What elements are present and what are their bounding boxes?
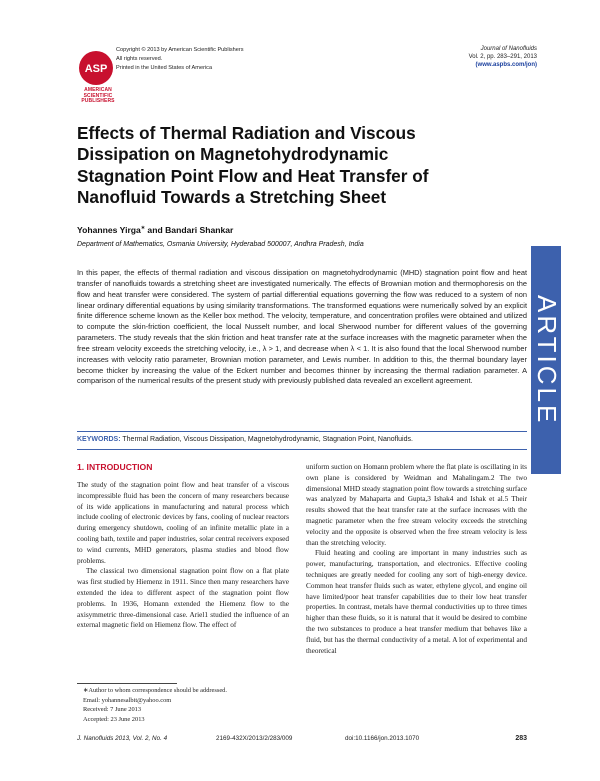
author-name: Yohannes Yirga: [77, 225, 141, 235]
footnote-line: Accepted: 23 June 2013: [83, 715, 145, 723]
keywords-label: KEYWORDS:: [77, 436, 121, 443]
footer-doi: doi:10.1166/jon.2013.1070: [345, 735, 420, 742]
copyright-block: [116, 46, 244, 73]
keywords-rule-bottom: [77, 449, 527, 450]
body-paragraph: Fluid heating and cooling are important in many industries such as power, manufacturing, transportation, and electronics. Effective cooling techniques are greatly needed for cooling any sort of high-energy device. Common heat transfer fluids such as water, ethylene glycol, and engine oil have limited/poor heat transfer capabilities due to their low heat transfer properties. In contrast, metals have thermal conductivities up to three times higher than these fluids, so it is natural that it would be desired to combine the two substances to produce a heat transfer medium that behaves like a fluid, but has the thermal conductivity of a metal. A lot of experimental and theoretical: [306, 549, 527, 655]
journal-volume: Vol. 2, pp. 283–291, 2013: [468, 54, 537, 60]
logo-word: SCIENTIFIC: [83, 92, 113, 99]
footer-citation: J. Nanofluids 2013, Vol. 2, No. 4: [77, 735, 168, 742]
body-paragraph: uniform suction on Homann problem where the flat plate is oscillating in its own plane is considered by Weidman and Mahalingam.2 The two dimensional MHD steady stagnation point flow towards a stretching surface was analyzed by Mahaparta and Gupta,3 Ishak4 and Ishak et al.5 Their results showed that the heat transfer rate at the surface increases with the magnetic parameter when the free stream velocity exceeds the stretching velocity and the opposite is observed when the free stream velocity is less than the stretching velocity.: [306, 463, 527, 547]
footnote: [77, 686, 289, 724]
authors: [77, 225, 233, 235]
footnote-line: Received: 7 June 2013: [83, 706, 142, 713]
copyright-line: All rights reserved.: [116, 56, 163, 62]
body-column-left: [77, 480, 289, 631]
abstract: In this paper, the effects of thermal radiation and viscous dissipation on magnetohydrodynamic (MHD) stagnation point flow and heat transfer of nanofluids towards a stretching sheet are investigated numerically. The effects of Brownian motion and thermophoresis on the flow and heat transfer were considered. The system of partial differential equations governing the flow was reduced to a system of non linear ordinary differential equations by using similarity transformations. The transformed equations were numerically solved by an explicit finite difference scheme known as the Keller box method. The velocity, temperature, and concentration profiles were obtained and utilized to compute the skin-friction coefficient, the local Nusselt number, and local Sherwood number for different values of the governing parameters. The study reveals that the skin friction and heat transfer rate at the surface increases with the magnetic parameter when the free stream velocity exceeds the stretching velocity, i.e., λ > 1, and decrease when λ < 1. It is also found that the local Sherwood number increases with velocity ratio parameter, Brownian motion parameter, and Lewis number. In addition to this, the thermal boundary layer become thicker by increasing the value of the Eckert number and becomes thinner by increasing the thermal radiation parameter. A comparison of the numerical results of the present study with previously published data revealed an excellent agreement.: [77, 268, 527, 386]
journal-url-link[interactable]: (www.aspbs.com/jon): [475, 62, 537, 68]
body-paragraph: The study of the stagnation point flow and heat transfer of a viscous incompressible fluid has been the concern of many researchers because of its wide applications in manufacturing and natural process which include cooling of electronic devices by fans, cooling of nuclear reactors during emergency shutdown, cooling of an infinite metallic plate in a cooling bath, textile and paper industries, solar central receivers exposed to wind currents, MHD generators, plasma studies and blood flow problems.: [77, 481, 289, 565]
keywords-text: Thermal Radiation, Viscous Dissipation, Magnetohydrodynamic, Stagnation Point, Nanofluids.: [122, 436, 413, 443]
logo-text: ASP: [84, 63, 108, 75]
affiliation: Department of Mathematics, Osmania University, Hyderabad 500007, Andhra Pradesh, India: [77, 241, 364, 248]
footnote-line: ∗Author to whom correspondence should be addressed.: [83, 687, 227, 694]
journal-name: Journal of Nanofluids: [480, 46, 537, 52]
copyright-line: Copyright © 2013 by American Scientific Publishers: [116, 47, 244, 53]
page-footer: [77, 735, 527, 747]
keywords-rule-top: [77, 431, 527, 432]
section-heading: 1. INTRODUCTION: [77, 462, 153, 472]
paper-title: Effects of Thermal Radiation and Viscous Dissipation on Magnetohydrodynamic Stagnation Point Flow and Heat Transfer of Nanofluid Towards a Stretching Sheet: [77, 123, 429, 207]
corresponding-mark: ∗: [140, 225, 146, 232]
logo-word: AMERICAN: [84, 87, 112, 93]
body-paragraph: The classical two dimensional stagnation point flow on a flat plate was first studied by Hiemenz in 1911. Since then many researchers have extended the idea to different aspect of the stagnation point flow problems. In 1936, Homann extended the Hiemenz flow to the axisymmetric three-dimensional case. Ariel1 studied the influence of an external magnetic field on Hiemenz flow. The effect of: [77, 567, 289, 630]
footnote-line: Email: yohannesalbit@yahoo.com: [83, 696, 172, 704]
copyright-line: Printed in the United States of America: [116, 65, 213, 71]
footnote-rule: [77, 683, 177, 684]
keywords: [77, 436, 413, 443]
page-number: 283: [515, 735, 527, 742]
journal-info: [469, 45, 537, 69]
publisher-name: [72, 88, 124, 105]
author-name: and Bandari Shankar: [145, 225, 234, 235]
logo-word: PUBLISHERS: [81, 98, 115, 104]
body-column-right: [306, 462, 527, 656]
footer-issn: 2169-432X/2013/2/283/009: [216, 735, 293, 742]
article-type-label: ARTICLE: [532, 294, 562, 426]
publisher-logo: [78, 50, 114, 86]
